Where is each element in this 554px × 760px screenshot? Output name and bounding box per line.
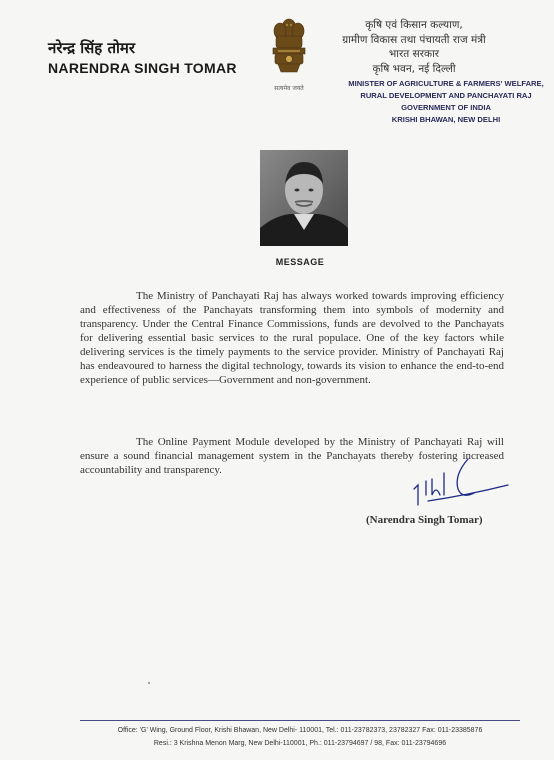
footer-office-address: Office: 'G' Wing, Ground Floor, Krishi Bhawan, New Delhi- 110001, Tel.: 011-23782373, 23782327 Fax: 011-23385876 [117,727,483,734]
minister-portrait [260,150,348,246]
national-emblem-icon [266,14,312,90]
message-paragraph: The Ministry of Panchayati Raj has always worked towards improving efficiency and effectiveness of the Panchayats transforming them into symbols of modernity and transparency. Under the Central Finance Commissions, funds are devolved to the Panchayats for delivering essential basic services to the rural populace. One of the key factors while delivering services is the timely payments to the service provider. Ministry of Panchayati Raj has endeavoured to harness the digital technology, towards its vision to enhance the end-to-end experience of public services—Government and non-government. [80,290,504,386]
designation-english-line: MINISTER OF AGRICULTURE & FARMERS' WELFARE, [348,79,544,88]
handwritten-signature [408,455,518,515]
signatory-name: (Narendra Singh Tomar) [366,514,483,526]
designation-english-line: KRISHI BHAWAN, NEW DELHI [391,115,501,124]
footer-divider [80,720,520,721]
emblem-motto: सत्यमेव जयते [274,85,304,92]
paper-speck [148,682,150,684]
message-paragraph: The Online Payment Module developed by the Ministry of Panchayati Raj will ensure a sound financial management system in the Panchayats thereby fostering increased accountability and transparency. [80,436,504,476]
designation-english-line: GOVERNMENT OF INDIA [401,103,491,112]
designation-hindi-line: भारत सरकार [388,48,440,60]
designation-english [348,78,544,126]
minister-name-hindi: नरेन्द्र सिंह तोमर [48,39,136,57]
footer-residence-address: Resi.: 3 Krishna Menon Marg, New Delhi-110001, Ph.: 011-23794697 / 98, Fax: 011-23794696 [153,740,447,747]
minister-name-english: NARENDRA SINGH TOMAR [48,60,237,76]
designation-english-line: RURAL DEVELOPMENT AND PANCHAYATI RAJ [360,91,532,100]
designation-hindi-line: ग्रामीण विकास तथा पंचायती राज मंत्री [342,33,486,46]
designation-hindi-line: कृषि एवं किसान कल्याण, [365,19,463,31]
message-heading: MESSAGE [275,257,325,267]
designation-hindi [314,18,514,76]
designation-hindi-line: कृषि भवन, नई दिल्ली [372,62,456,75]
